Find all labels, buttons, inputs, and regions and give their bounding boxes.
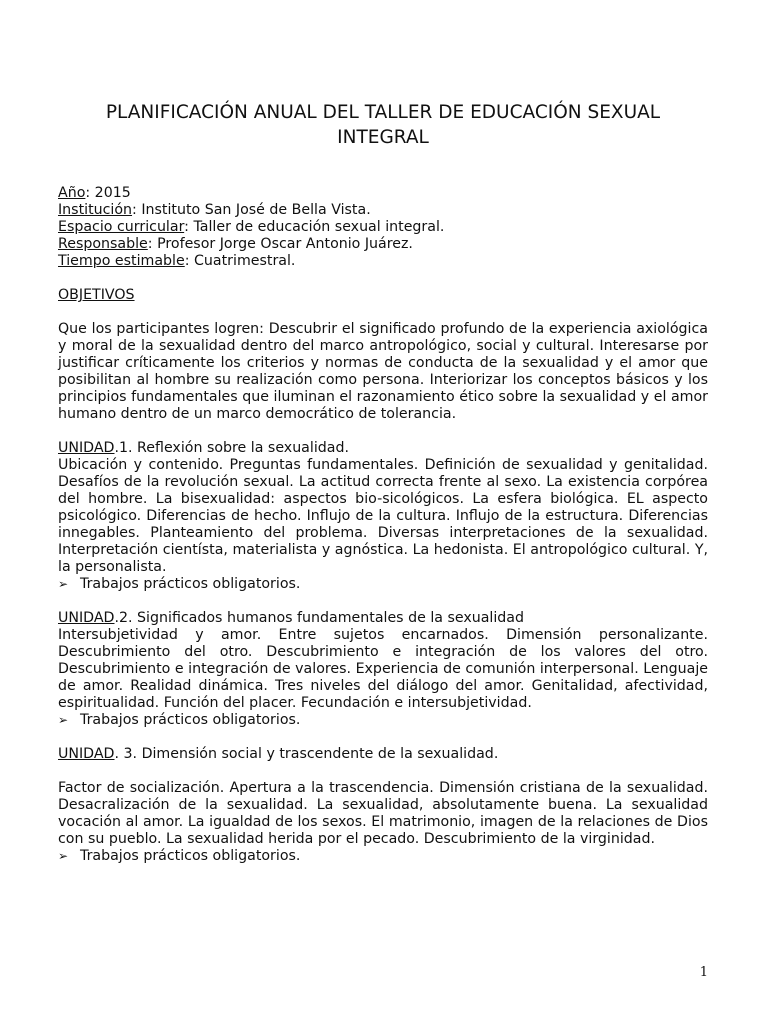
unit-label: UNIDAD <box>58 610 115 626</box>
unit-text: Factor de socialización. Apertura a la trascendencia. Dimensión cristiana de la sexualidad. Desacralización de la sexualidad. La sexualidad, absolutamente buena. La sexualidad vocación al amor. La igualdad de los sexos. El matrimonio, imagen de la relaciones de Dios con su pueblo. La sexualidad herida por el pecado. Descubrimiento de la virginidad. <box>58 780 708 847</box>
bullet-text: Trabajos prácticos obligatorios. <box>80 712 301 728</box>
meta-curricular-space <box>58 219 708 236</box>
meta-label: Tiempo estimable <box>58 253 185 269</box>
unit-heading <box>58 610 708 627</box>
meta-year <box>58 185 708 202</box>
unit-2 <box>58 610 708 729</box>
unit-label: UNIDAD <box>58 440 115 456</box>
arrow-bullet-icon: ➢ <box>58 577 69 591</box>
meta-value: : Instituto San José de Bella Vista. <box>132 202 371 218</box>
unit-title: .2. Significados humanos fundamentales de la sexualidad <box>114 610 525 626</box>
document-title: PLANIFICACIÓN ANUAL DEL TALLER DE EDUCACIÓN SEXUAL INTEGRAL <box>105 102 661 148</box>
arrow-bullet-icon: ➢ <box>58 713 69 727</box>
unit-bullet <box>58 848 708 865</box>
meta-label: Responsable <box>58 236 148 252</box>
unit-bullet <box>58 576 708 593</box>
meta-duration <box>58 253 708 270</box>
meta-label: Año <box>58 185 86 201</box>
unit-bullet <box>58 712 708 729</box>
meta-label: Espacio curricular <box>58 219 185 235</box>
unit-text: Ubicación y contenido. Preguntas fundamentales. Definición de sexualidad y genitalidad. Desafíos de la revolución sexual. La actitud correcta frente al sexo. La existencia corpórea del hombre. La bisexualidad: aspectos bio-sicológicos. La esfera biológica. EL aspecto psicológico. Diferencias de hecho. Influjo de la cultura. Influjo de la estructura. Diferencias innegables. Planteamiento del problema. Diversas interpretaciones de la sexualidad. Interpretación cientísta, materialista y agnóstica. La hedonista. El antropológico cultural. Y, la personalista. <box>58 457 708 575</box>
meta-block <box>58 185 708 270</box>
objetivos-text: Que los participantes logren: Descubrir el significado profundo de la experiencia axiológica y moral de la sexualidad dentro del marco antropológico, social y cultural. Interesarse por justificar críticamente los criterios y normas de conducta de la sexualidad y el amor que posibilitan al hombre su realización como persona. Interiorizar los conceptos básicos y los principios fundamentales que iluminan el razonamiento ético sobre la sexualidad y el amor humano dentro de un marco democrático de tolerancia. <box>58 321 708 422</box>
unit-heading <box>58 440 708 457</box>
page-number: 1 <box>699 965 708 980</box>
objetivos-heading: OBJETIVOS <box>58 287 135 303</box>
meta-value: : 2015 <box>85 185 131 201</box>
meta-responsible <box>58 236 708 253</box>
meta-institution <box>58 202 708 219</box>
unit-title: .1. Reflexión sobre la sexualidad. <box>114 440 349 456</box>
unit-3 <box>58 746 708 865</box>
arrow-bullet-icon: ➢ <box>58 849 69 863</box>
bullet-text: Trabajos prácticos obligatorios. <box>80 848 301 864</box>
meta-value: : Cuatrimestral. <box>184 253 296 269</box>
unit-heading <box>58 746 708 763</box>
unit-1 <box>58 440 708 593</box>
unit-text: Intersubjetividad y amor. Entre sujetos encarnados. Dimensión personalizante. Descubrimiento del otro. Descubrimiento e integración de los valores del otro. Descubrimiento e integración de valores. Experiencia de comunión interpersonal. Lenguaje de amor. Realidad dinámica. Tres niveles del diálogo del amor. Genitalidad, afectividad, espiritualidad. Función del placer. Fecundación e intersubjetividad. <box>58 627 708 711</box>
bullet-text: Trabajos prácticos obligatorios. <box>80 576 301 592</box>
meta-value: : Taller de educación sexual integral. <box>184 219 445 235</box>
document-page <box>58 100 708 865</box>
meta-value: : Profesor Jorge Oscar Antonio Juárez. <box>147 236 413 252</box>
unit-title: . 3. Dimensión social y trascendente de la sexualidad. <box>114 746 499 762</box>
meta-label: Institución <box>58 202 133 218</box>
unit-label: UNIDAD <box>58 746 115 762</box>
